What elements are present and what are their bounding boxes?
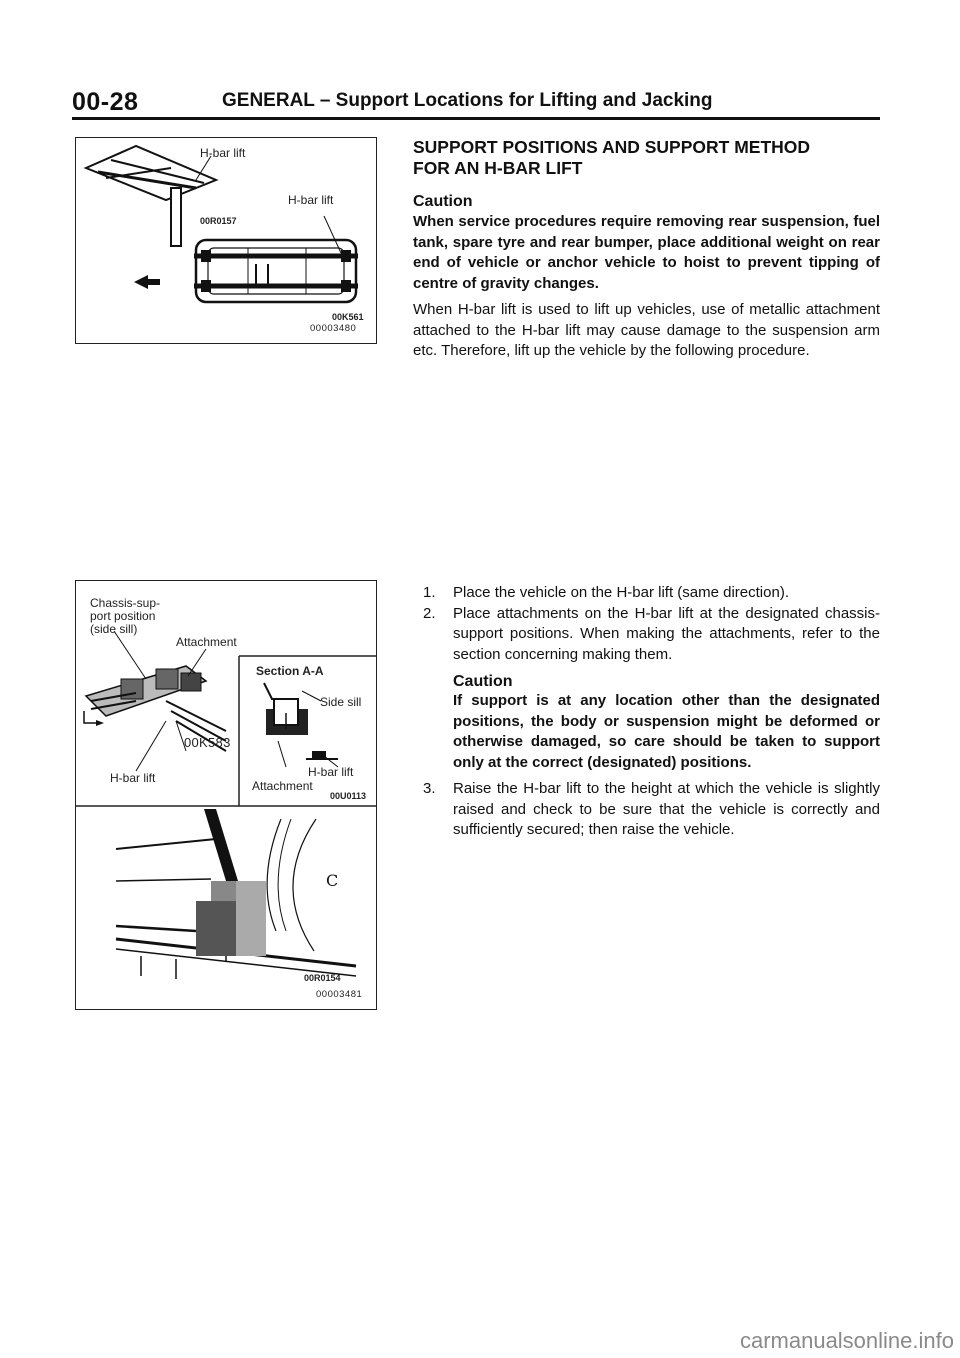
page-number: 00-28 (72, 88, 139, 116)
header-rule (72, 117, 880, 120)
figure-code-small-2: 00K561 (332, 312, 364, 322)
hbar-lift-illustration (76, 138, 376, 343)
caution-block (413, 193, 880, 362)
hbar-lift-label-left: H-bar lift (110, 771, 156, 785)
step-number: 3. (423, 780, 436, 797)
section-heading: SUPPORT POSITIONS AND SUPPORT METHOD FOR AN H-BAR LIFT (413, 137, 811, 178)
step-3 (413, 779, 880, 841)
chassis-support-label: Chassis-sup- port position (side sill) (90, 596, 161, 636)
figure-ref-code: 00003481 (316, 989, 363, 1000)
section-a-a-title: Section A-A (256, 664, 324, 678)
hbar-lift-label-section: H-bar lift (308, 765, 354, 779)
step-text: Place the vehicle on the H-bar lift (same direction). (453, 584, 789, 601)
caution-title-2: Caution (453, 673, 513, 690)
step-1 (413, 583, 880, 604)
attachment-label-section: Attachment (252, 779, 313, 793)
figure-code-small-1: 00R0157 (200, 216, 237, 226)
step-number: 1. (423, 584, 436, 601)
page-title: GENERAL – Support Locations for Lifting and Jacking (222, 90, 713, 111)
hbar-lift-label-top: H-bar lift (200, 146, 246, 160)
figure-support-positions (75, 580, 377, 1010)
figure-code-left: 00K583 (184, 735, 231, 750)
side-sill-label: Side sill (320, 695, 362, 709)
step-text: Raise the H-bar lift to the height at which the vehicle is slightly raised and check to be sure that the vehicle is correctly and sufficiently secured; then raise the vehicle. (453, 780, 880, 838)
attachment-label: Attachment (176, 635, 237, 649)
svg-text:C: C (326, 871, 339, 890)
figure-code-section: 00U0113 (330, 791, 367, 801)
step-number: 2. (423, 604, 436, 622)
figure-code-bottom-small: 00R0154 (304, 973, 341, 983)
caution-text-2: If support is at any location other than the designated positions, the body or suspension might be deformed or otherwise damaged, so care should be taken to support only at the correct (designated) positions. (453, 692, 880, 771)
step-2 (413, 604, 880, 666)
intro-paragraph: When H-bar lift is used to lift up vehicles, use of metallic attachment attached to the H-bar lift may cause damage to the suspension arm etc. Therefore, lift up the vehicle by the following procedure. (413, 301, 880, 359)
caution-text: When service procedures require removing rear suspension, fuel tank, spare tyre and rear bumper, place additional weight on rear end of vehicle or anchor vehicle to hoist to prevent tipping of centre of gravity changes. (413, 213, 880, 292)
figure-hbar-lift-overview (75, 137, 377, 344)
step-text: Place attachments on the H-bar lift at the designated chassis-support positions. When making the attachments, refer to the section concerning making them. (453, 604, 880, 663)
caution-title: Caution (413, 193, 473, 210)
watermark-link[interactable]: carmanualsonline.info (739, 1328, 954, 1353)
hbar-lift-label-right: H-bar lift (288, 193, 334, 207)
caution-block-2 (413, 673, 880, 773)
procedure-steps (413, 583, 880, 841)
figure-ref-code: 00003480 (310, 323, 357, 334)
